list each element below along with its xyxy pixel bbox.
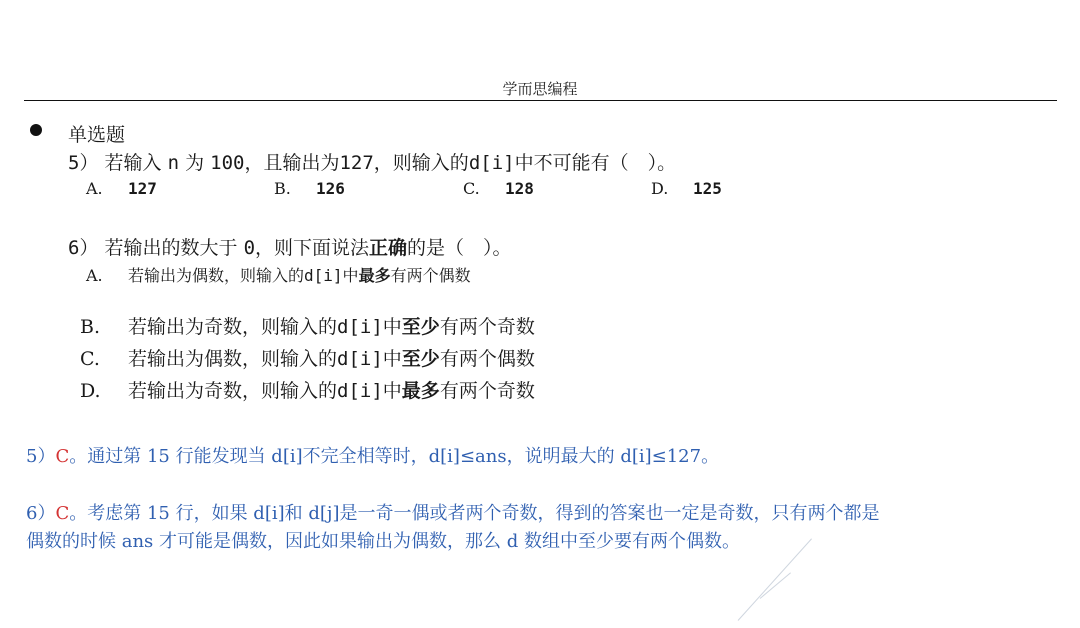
stem-code: 100 bbox=[210, 152, 245, 174]
option-text: 中 bbox=[382, 316, 402, 338]
answer-line bbox=[26, 500, 880, 528]
option-a bbox=[86, 179, 157, 198]
option-text: 有两个偶数 bbox=[390, 266, 471, 285]
answer-prefix: 6） bbox=[26, 503, 56, 524]
option-code: d[i] bbox=[337, 316, 383, 338]
option-code: d[i] bbox=[337, 380, 383, 402]
option-letter: B. bbox=[274, 179, 291, 198]
option-text: 若输出为奇数，则输入的 bbox=[128, 316, 338, 338]
option-d bbox=[651, 179, 722, 198]
option-emphasis: 最多 bbox=[358, 266, 391, 285]
option-letter: A. bbox=[86, 266, 103, 285]
option-b bbox=[80, 312, 535, 339]
stem-text: 中不可能有（ ）。 bbox=[514, 152, 677, 174]
answer-prefix: 5） bbox=[26, 446, 56, 467]
section-label: 单选题 bbox=[68, 124, 126, 146]
option-text: 中 bbox=[342, 266, 359, 285]
option-b bbox=[274, 179, 345, 198]
stem-code: 127 bbox=[339, 152, 374, 174]
question-5-stem bbox=[68, 148, 676, 175]
answer-line bbox=[26, 528, 880, 556]
answer-text: 。考虑第 15 行，如果 d[i]和 d[j]是一奇一偶或者两个奇数，得到的答案也一定是奇数，只有两个都是 bbox=[69, 503, 880, 524]
stem-code: n bbox=[167, 152, 180, 174]
option-text: 若输出为偶数，则输入的 bbox=[128, 348, 338, 370]
option-letter: B. bbox=[80, 316, 101, 338]
option-emphasis: 至少 bbox=[401, 348, 440, 370]
option-value: 127 bbox=[128, 179, 157, 198]
question-number: 5） bbox=[68, 152, 99, 174]
answer-choice: C bbox=[55, 503, 70, 524]
option-text: 中 bbox=[382, 348, 402, 370]
option-c bbox=[463, 179, 534, 198]
option-text: 有两个偶数 bbox=[439, 348, 535, 370]
stem-text: ，则输入的 bbox=[373, 152, 469, 174]
option-text: 中 bbox=[382, 380, 402, 402]
answer-text: 偶数的时候 ans 才可能是偶数，因此如果输出为偶数，那么 d 数组中至少要有两个偶数。 bbox=[26, 531, 740, 552]
option-emphasis: 至少 bbox=[401, 316, 440, 338]
option-text: 若输出为奇数，则输入的 bbox=[128, 380, 338, 402]
option-code: d[i] bbox=[304, 266, 343, 285]
option-value: 125 bbox=[693, 179, 722, 198]
question-number: 6） bbox=[68, 237, 99, 259]
option-a bbox=[86, 263, 471, 286]
stem-text: 的是（ ）。 bbox=[407, 237, 512, 259]
stem-text: ，且输出为 bbox=[244, 152, 340, 174]
answer-6 bbox=[26, 500, 880, 556]
stem-text: ，则下面说法 bbox=[255, 237, 370, 259]
option-value: 126 bbox=[316, 179, 345, 198]
option-letter: D. bbox=[80, 380, 101, 402]
option-letter: C. bbox=[80, 348, 100, 370]
stem-text: 为 bbox=[185, 152, 205, 174]
answer-5 bbox=[26, 443, 719, 471]
stem-text: 若输出的数大于 bbox=[104, 237, 238, 259]
page-header-title: 学而思编程 bbox=[502, 80, 578, 98]
bullet-icon bbox=[30, 124, 42, 136]
option-text: 有两个奇数 bbox=[439, 316, 535, 338]
stem-emphasis: 正确 bbox=[369, 237, 408, 259]
header-divider bbox=[24, 100, 1057, 101]
stem-code: d[i] bbox=[468, 152, 515, 174]
option-letter: C. bbox=[463, 179, 480, 198]
answer-choice: C bbox=[55, 446, 70, 467]
option-text: 若输出为偶数，则输入的 bbox=[128, 266, 305, 285]
option-text: 有两个奇数 bbox=[439, 380, 535, 402]
stem-code: 0 bbox=[243, 237, 256, 259]
option-letter: D. bbox=[651, 179, 669, 198]
option-d bbox=[80, 376, 535, 403]
question-6-stem bbox=[68, 233, 512, 260]
option-emphasis: 最多 bbox=[401, 380, 440, 402]
option-letter: A. bbox=[86, 179, 103, 198]
option-c bbox=[80, 344, 535, 371]
answer-text: 。通过第 15 行能发现当 d[i]不完全相等时，d[i]≤ans，说明最大的 d[i]≤127。 bbox=[69, 446, 720, 467]
option-code: d[i] bbox=[337, 348, 383, 370]
stem-text: 若输入 bbox=[104, 152, 162, 174]
option-value: 128 bbox=[505, 179, 534, 198]
